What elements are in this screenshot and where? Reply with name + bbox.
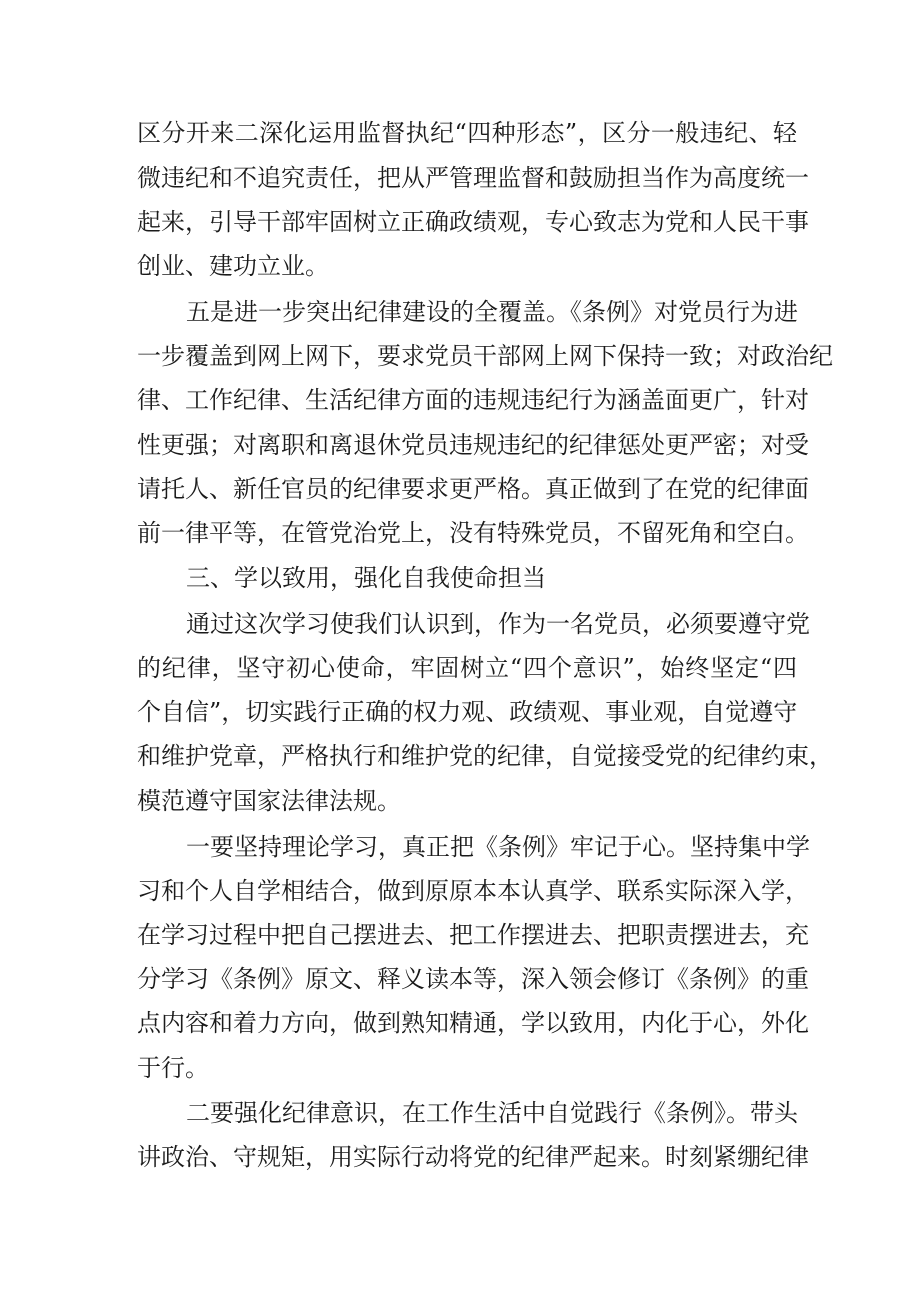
p4-line-4: 分学习《条例》原文、释义读本等，深入领会修订《条例》的重 [137, 965, 809, 993]
p4-line-5: 点内容和着力方向，做到熟知精通，学以致用，内化于心，外化 [137, 1009, 809, 1037]
p4-line-6: 于行。 [137, 1054, 209, 1082]
p2-line-3: 律、工作纪律、生活纪律方面的违规违纪行为涵盖面更广，针对 [137, 386, 809, 414]
p4-line-1: 一要坚持理论学习，真正把《条例》牢记于心。坚持集中学 [186, 833, 810, 861]
p2-line-6: 前一律平等，在管党治党上，没有特殊党员，不留死角和空白。 [137, 519, 809, 547]
p5-line-1: 二要强化纪律意识，在工作生活中自觉践行《条例》。带头 [186, 1099, 798, 1127]
p2-line-2: 一步覆盖到网上网下，要求党员干部网上网下保持一致；对政治纪 [137, 342, 833, 370]
section-heading: 三、学以致用，强化自我使命担当 [186, 564, 546, 592]
p3-line-5: 模范遵守国家法律法规。 [137, 787, 401, 815]
p5-line-2: 讲政治、守规矩，用实际行动将党的纪律严起来。时刻紧绷纪律 [137, 1143, 809, 1171]
p4-line-3: 在学习过程中把自己摆进去、把工作摆进去、把职责摆进去，充 [137, 921, 809, 949]
p1-line-2: 微违纪和不追究责任，把从严管理监督和鼓励担当作为高度统一 [137, 164, 809, 192]
p3-line-1: 通过这次学习使我们认识到，作为一名党员，必须要遵守党 [186, 610, 810, 638]
p2-line-5: 请托人、新任官员的纪律要求更严格。真正做到了在党的纪律面 [137, 475, 809, 503]
p3-line-3: 个自信”，切实践行正确的权力观、政绩观、事业观，自觉遵守 [137, 698, 798, 726]
p2-line-1: 五是进一步突出纪律建设的全覆盖。《条例》对党员行为进 [186, 298, 798, 326]
p1-line-4: 创业、建功立业。 [137, 252, 329, 280]
p4-line-2: 习和个人自学相结合，做到原原本本认真学、联系实际深入学， [137, 877, 809, 905]
p3-line-2: 的纪律，坚守初心使命，牢固树立“四个意识”，始终坚定“四 [137, 654, 797, 682]
p2-line-4: 性更强；对离职和离退休党员违规违纪的纪律惩处更严密；对受 [137, 431, 809, 459]
p1-line-1: 区分开来二深化运用监督执纪“四种形态”，区分一般违纪、轻 [137, 119, 797, 147]
p3-line-4: 和维护党章，严格执行和维护党的纪律，自觉接受党的纪律约束， [137, 742, 833, 770]
p1-line-3: 起来，引导干部牢固树立正确政绩观，专心致志为党和人民干事 [137, 208, 809, 236]
